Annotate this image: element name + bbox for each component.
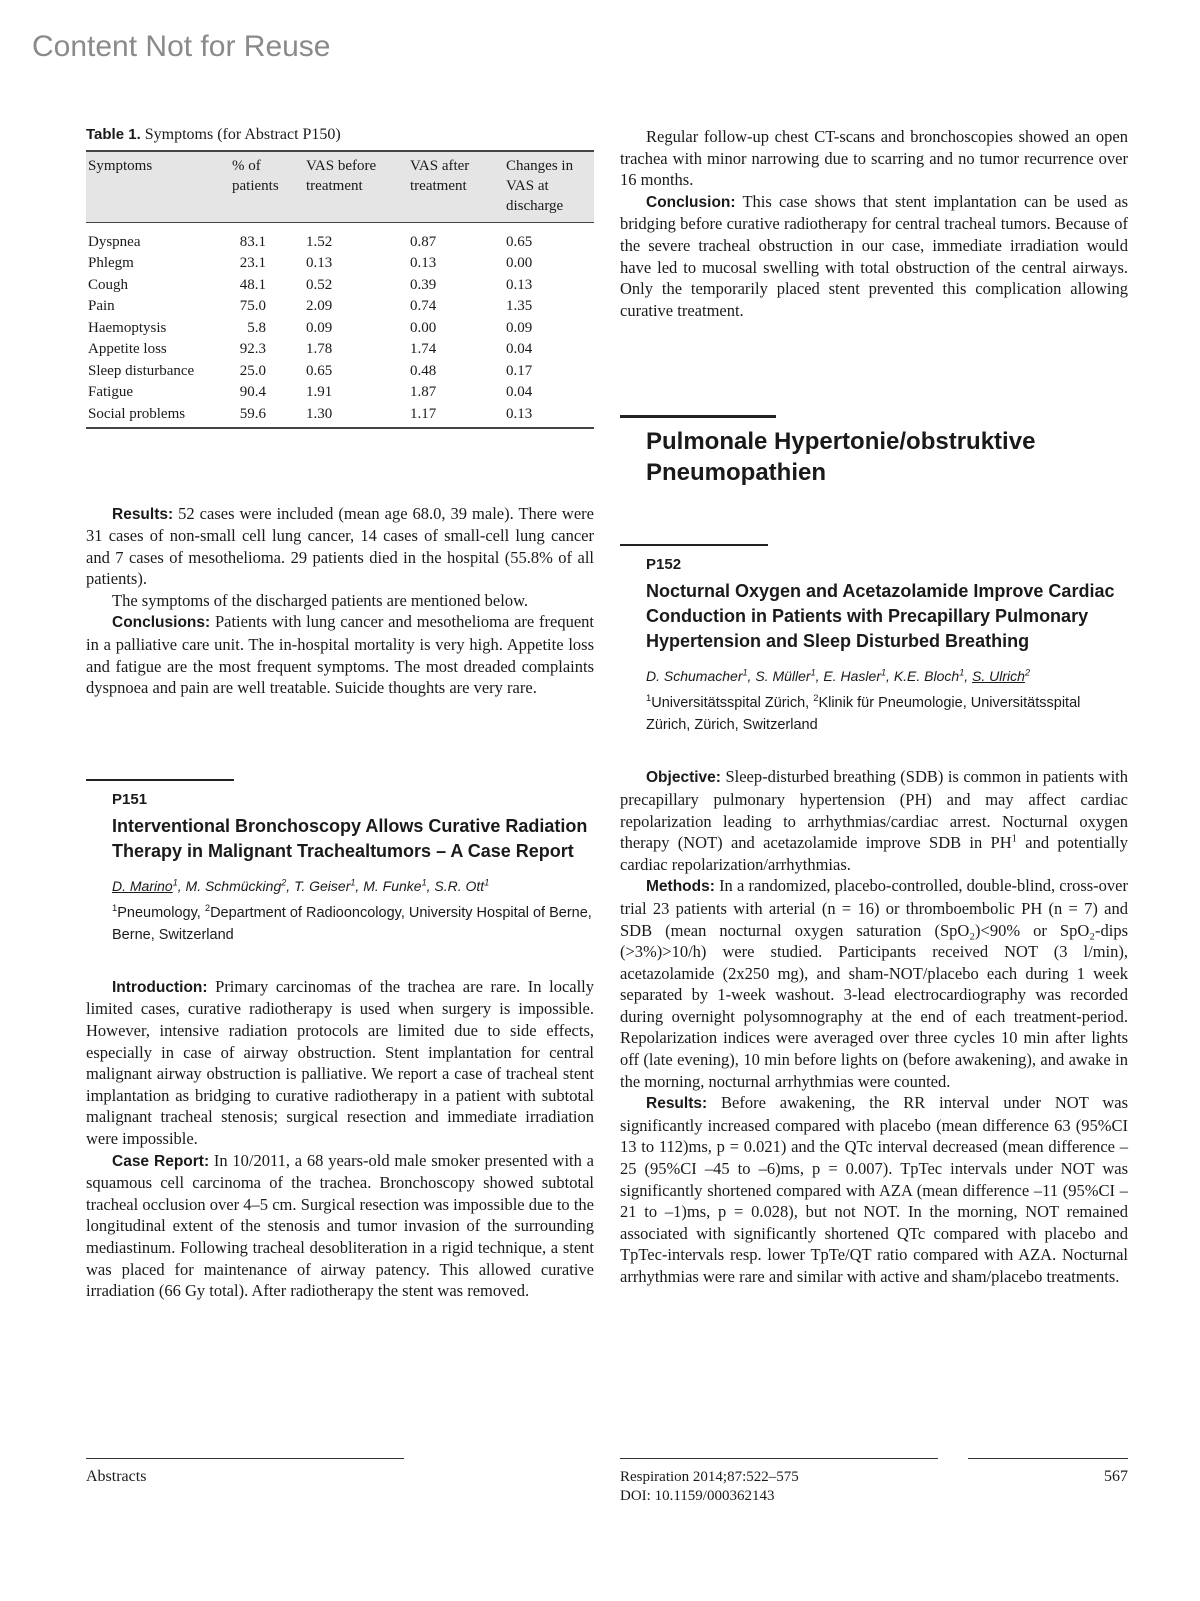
value-cell: 1.91 <box>306 384 333 401</box>
value-cell: 2.09 <box>306 298 333 315</box>
p151-author-first: D. Marino <box>112 877 173 894</box>
value-cell: 0.17 <box>506 362 533 379</box>
p152-authors: D. Schumacher$^1$, S. Müller$^1$, E. Hasler$^1$, K.E. Bloch$^1$, S. Ulrich$^2$ <box>646 667 1031 685</box>
value-cell: 92.3 <box>239 341 266 358</box>
value-cell: 0.74 <box>410 298 437 315</box>
table-caption-text: Symptoms (for Abstract P150) <box>144 126 341 143</box>
p150-results <box>86 503 594 590</box>
p152-id: P152 <box>646 556 682 574</box>
symptom-name-cell: Phlegm <box>88 255 134 272</box>
p151-affiliation: $^1$Pneumology, $^2$Department of Radiooncology, University Hospital of Berne, Berne, Switzerland <box>112 902 592 943</box>
table-caption <box>86 126 594 144</box>
symptom-name-cell: Fatigue <box>88 384 133 401</box>
p151-authors: D. Marino$^1$, M. Schmücking$^2$, T. Geiser$^1$, M. Funke$^1$, S.R. Ott$^1$ <box>112 877 490 894</box>
value-cell: 0.13 <box>506 276 533 293</box>
table-row <box>86 296 594 318</box>
left-column <box>86 126 594 1302</box>
p151-text <box>86 976 594 1302</box>
table-header-row <box>86 151 594 223</box>
header-percent: % of patients <box>230 151 304 223</box>
footer-citation <box>620 1468 799 1506</box>
value-cell: 90.4 <box>239 384 266 401</box>
results-text: 52 cases were included (mean age 68.0, 39 male). There were 31 cases of non-small cell lung cancer, 14 cases of small-cell lung cancer and 7 cases of mesothelioma. 29 patients died in the hospital (55.8% of all patients). <box>86 503 594 589</box>
p151-case-report: Case Report: In 10/2011, a 68 years-old male smoker presented with a squamous cell carcinoma of the trachea. Bronchoscopy showed subtotal tracheal occlusion over 4–5 cm. Surgical resection was impossible due to the longitudinal extent of the stenosis and tumor invasion of the surrounding mediastinum. Following tracheal desobliteration in a rigid technique, a stent was placed for maintenance of airway patency. This allowed curative irradiation (66 Gy total). After radiotherapy the stent was removed. <box>86 1150 594 1301</box>
value-cell: 1.17 <box>408 403 504 428</box>
p150-discharged: The symptoms of the discharged patients are mentioned below. <box>112 590 529 610</box>
case-label: Case Report: <box>112 1152 210 1170</box>
value-cell: 0.04 <box>506 384 533 401</box>
section-rule <box>620 415 776 418</box>
author-name: , T. Geiser <box>286 877 351 894</box>
intro-label: Introduction: <box>112 978 208 996</box>
footer-doi: DOI: 10.1159/000362143 <box>620 1488 775 1504</box>
conclusions-text: Patients with lung cancer and mesothelioma are frequent in a palliative care unit. The in-hospital mortality is very high. Appetite loss and fatigue are the most frequent symptoms. The most dreaded complaints dyspnoea and pain are well treatable. Suicide thoughts are very rare. <box>86 612 594 698</box>
watermark: Content Not for Reuse <box>32 30 331 63</box>
value-cell: 0.13 <box>306 255 333 272</box>
p151-header <box>86 791 594 946</box>
table-body <box>86 223 594 428</box>
author-affiliation-mark: 1 <box>810 667 816 678</box>
p152-author-last: S. Ulrich <box>972 668 1025 685</box>
right-column <box>620 126 1128 1288</box>
author-name: , S.R. Ott <box>426 877 485 894</box>
p152-rule <box>620 544 768 546</box>
value-cell: 0.00 <box>506 255 533 272</box>
value-cell: 1.74 <box>410 341 437 358</box>
value-cell: 1.87 <box>410 384 437 401</box>
author-name: , M. Funke <box>355 877 422 894</box>
p150-conclusions <box>86 611 594 698</box>
table-caption-label: Table 1. <box>86 126 141 143</box>
value-cell: 1.30 <box>304 403 408 428</box>
p151-introduction: Introduction: Primary carcinomas of the trachea are rare. In locally limited cases, curative radiotherapy is used when surgery is impossible. However, intensive radiation protocols are limited due to side effects, especially in case of airway obstruction. Stent implantation for central malignant airway obstruction is palliative. We report a case of tracheal stent implantation as bridging to curative radiotherapy in a patient with subtotal malignant tracheal stenosis; surgical resection and immediate irradiation were impossible. <box>86 976 595 1148</box>
p151-continued <box>620 126 1128 321</box>
author-affiliation-mark: 1 <box>421 877 427 888</box>
value-cell: 0.09 <box>506 319 533 336</box>
value-cell: 0.65 <box>306 362 333 379</box>
value-cell: 1.35 <box>506 298 533 315</box>
author-affiliation-mark: 2 <box>281 877 287 888</box>
header-vas-after: VAS after treatment <box>408 151 504 223</box>
value-cell: 0.87 <box>410 233 437 250</box>
p152-objective: Objective: Sleep-disturbed breathing (SDB) is common in patients with precapillary pulmonary hypertension (PH) and may affect cardiac repolarization leading to arrhythmias/cardiac arrest. Nocturnal oxygen therapy (NOT) and acetazolamide improve SDB in $PH^1$ and potentially cardiac repolarization/arrhythmias. <box>620 767 1128 874</box>
p151-conclusion: Conclusion: This case shows that stent implantation can be used as bridging before curative radiotherapy for central tracheal tumors. Because of the severe tracheal obstruction in our case, immediate irradiation would have led to mucosal swelling with total obstruction of the central airways. Only the temporarily placed stent prevented this complication allowing curative treatment. <box>620 191 1128 320</box>
section-title: Pulmonale Hypertonie/obstruktive Pneumopathien <box>646 428 1036 487</box>
table-row <box>86 403 594 428</box>
p151-id: P151 <box>112 790 148 808</box>
value-cell: 0.65 <box>506 233 533 250</box>
p151-title: Interventional Bronchoscopy Allows Curative Radiation Therapy in Malignant Trachealtumors – A Case Report <box>112 815 588 861</box>
value-cell: 0.13 <box>504 403 594 428</box>
value-cell: 1.52 <box>306 233 333 250</box>
value-cell: 25.0 <box>239 362 266 379</box>
table-row <box>86 339 594 361</box>
footer-journal: Respiration 2014;87:522–575 <box>620 1469 799 1485</box>
value-cell: 48.1 <box>239 276 266 293</box>
author-affiliation-mark: 1 <box>742 667 748 678</box>
conclusions-label: Conclusions: <box>112 614 211 632</box>
symptoms-table <box>86 150 594 429</box>
symptom-name-cell: Cough <box>88 276 129 293</box>
table-row <box>86 317 594 339</box>
value-cell: 83.1 <box>239 233 266 250</box>
value-cell: 0.13 <box>410 255 437 272</box>
value-cell: 0.09 <box>306 319 333 336</box>
symptom-name-cell: Social problems <box>86 403 230 428</box>
footer-rule-left <box>86 1458 404 1459</box>
symptom-name-cell: Dyspnea <box>88 233 141 250</box>
value-cell: 59.6 <box>230 403 304 428</box>
table-row <box>86 223 594 253</box>
header-changes: Changes in VAS at discharge <box>504 151 594 223</box>
p152-results: Results: Before awakening, the RR interval under NOT was significantly increased compared with placebo (mean difference 63 (95%CI 13 to 112)ms, p = 0.021) and the QTc interval decreased (mean difference –25 (95%CI –45 to –6)ms, p = 0.007). TpTec intervals under NOT was significantly shortened compared with AZA (mean difference –11 (95%CI –21 to –1)ms, p = 0.028), but not NOT. In the morning, NOT remained associated with significantly shortened QTc compared with placebo and TpTec-intervals resp. lower TpTe/QT ratio compared with AZA. Nocturnal arrhythmias were rare and similar with active and sham/placebo treatments. <box>620 1093 1129 1286</box>
footer-rule-middle <box>620 1458 938 1459</box>
p152-text <box>620 766 1128 1287</box>
p150-text <box>86 503 594 699</box>
p152-affiliation: $^1$Universitätsspital Zürich, $^2$Klinik für Pneumologie, Universitätsspital Zürich, Zürich, Switzerland <box>646 692 1081 734</box>
p151-followup: Regular follow-up chest CT-scans and bronchoscopies showed an open trachea with minor narrowing due to scarring and no tumor recurrence over 16 months. <box>620 127 1128 190</box>
table-row <box>86 253 594 275</box>
conclusion-label: Conclusion: <box>646 193 736 211</box>
results-label: Results: <box>112 505 174 523</box>
value-cell: 5.8 <box>247 319 266 336</box>
p152-header <box>620 556 1128 736</box>
author-affiliation-mark: 1 <box>350 877 356 888</box>
author-name: D. Schumacher <box>646 668 743 685</box>
table-row <box>86 274 594 296</box>
author-name: , E. Hasler <box>815 668 881 685</box>
value-cell: 0.04 <box>506 341 533 358</box>
symptom-name-cell: Appetite loss <box>88 341 167 358</box>
author-name: , S. Müller <box>747 668 811 685</box>
header-vas-before: VAS before treatment <box>304 151 408 223</box>
page-number: 567 <box>1104 1468 1128 1485</box>
symptom-name-cell: Pain <box>88 298 115 315</box>
p152-methods: Methods: In a randomized, placebo-controlled, double-blind, cross-over trial 23 patients with arterial (n = 16) or thromboembolic PH (n = 7) and SDB (mean nocturnal oxygen saturation (SpO₂)<90% or SpO₂-dips (>3%)>10/h) were studied. Participants received NOT (3 l/min), acetazolamide (2x250 mg), and sham-NOT/placebo each during 1 week separated by 1-week washout. 3-lead electrocardiography was recorded during overnight polysomnography at the end of each treatment-period. Repolarization indices were averaged over three cycles 10 min after lights off (late evening), 10 min before lights on (before awakening), and awake in the morning, nocturnal arrhythmias were counted. <box>620 876 1128 1091</box>
header-symptoms: Symptoms <box>86 151 230 223</box>
symptom-name-cell: Haemoptysis <box>88 319 167 336</box>
value-cell: 0.39 <box>410 276 437 293</box>
value-cell: 0.00 <box>410 319 437 336</box>
p152-results-label: Results: <box>646 1095 708 1113</box>
symptom-name-cell: Sleep disturbance <box>88 362 195 379</box>
value-cell: 23.1 <box>239 255 266 272</box>
author-name: , M. Schmücking <box>177 877 282 894</box>
methods-label: Methods: <box>646 878 715 896</box>
author-affiliation-mark: 1 <box>880 667 887 678</box>
p152-title: Nocturnal Oxygen and Acetazolamide Improve Cardiac Conduction in Patients with Precapillary Pulmonary Hypertension and Sleep Disturbed Breathing <box>646 581 1115 652</box>
value-cell: 1.78 <box>306 341 333 358</box>
objective-label: Objective: <box>646 769 721 787</box>
table-row <box>86 382 594 404</box>
footer-rule-right <box>968 1458 1128 1459</box>
author-affiliation-mark: 1 <box>484 877 490 888</box>
value-cell: 75.0 <box>239 298 266 315</box>
table-row <box>86 360 594 382</box>
author-name: , K.E. Bloch <box>886 668 960 685</box>
author-affiliation-mark: 1 <box>959 667 965 678</box>
p151-rule <box>86 779 234 781</box>
footer-section-label: Abstracts <box>86 1468 147 1485</box>
value-cell: 0.48 <box>410 362 437 379</box>
value-cell: 0.52 <box>306 276 333 293</box>
